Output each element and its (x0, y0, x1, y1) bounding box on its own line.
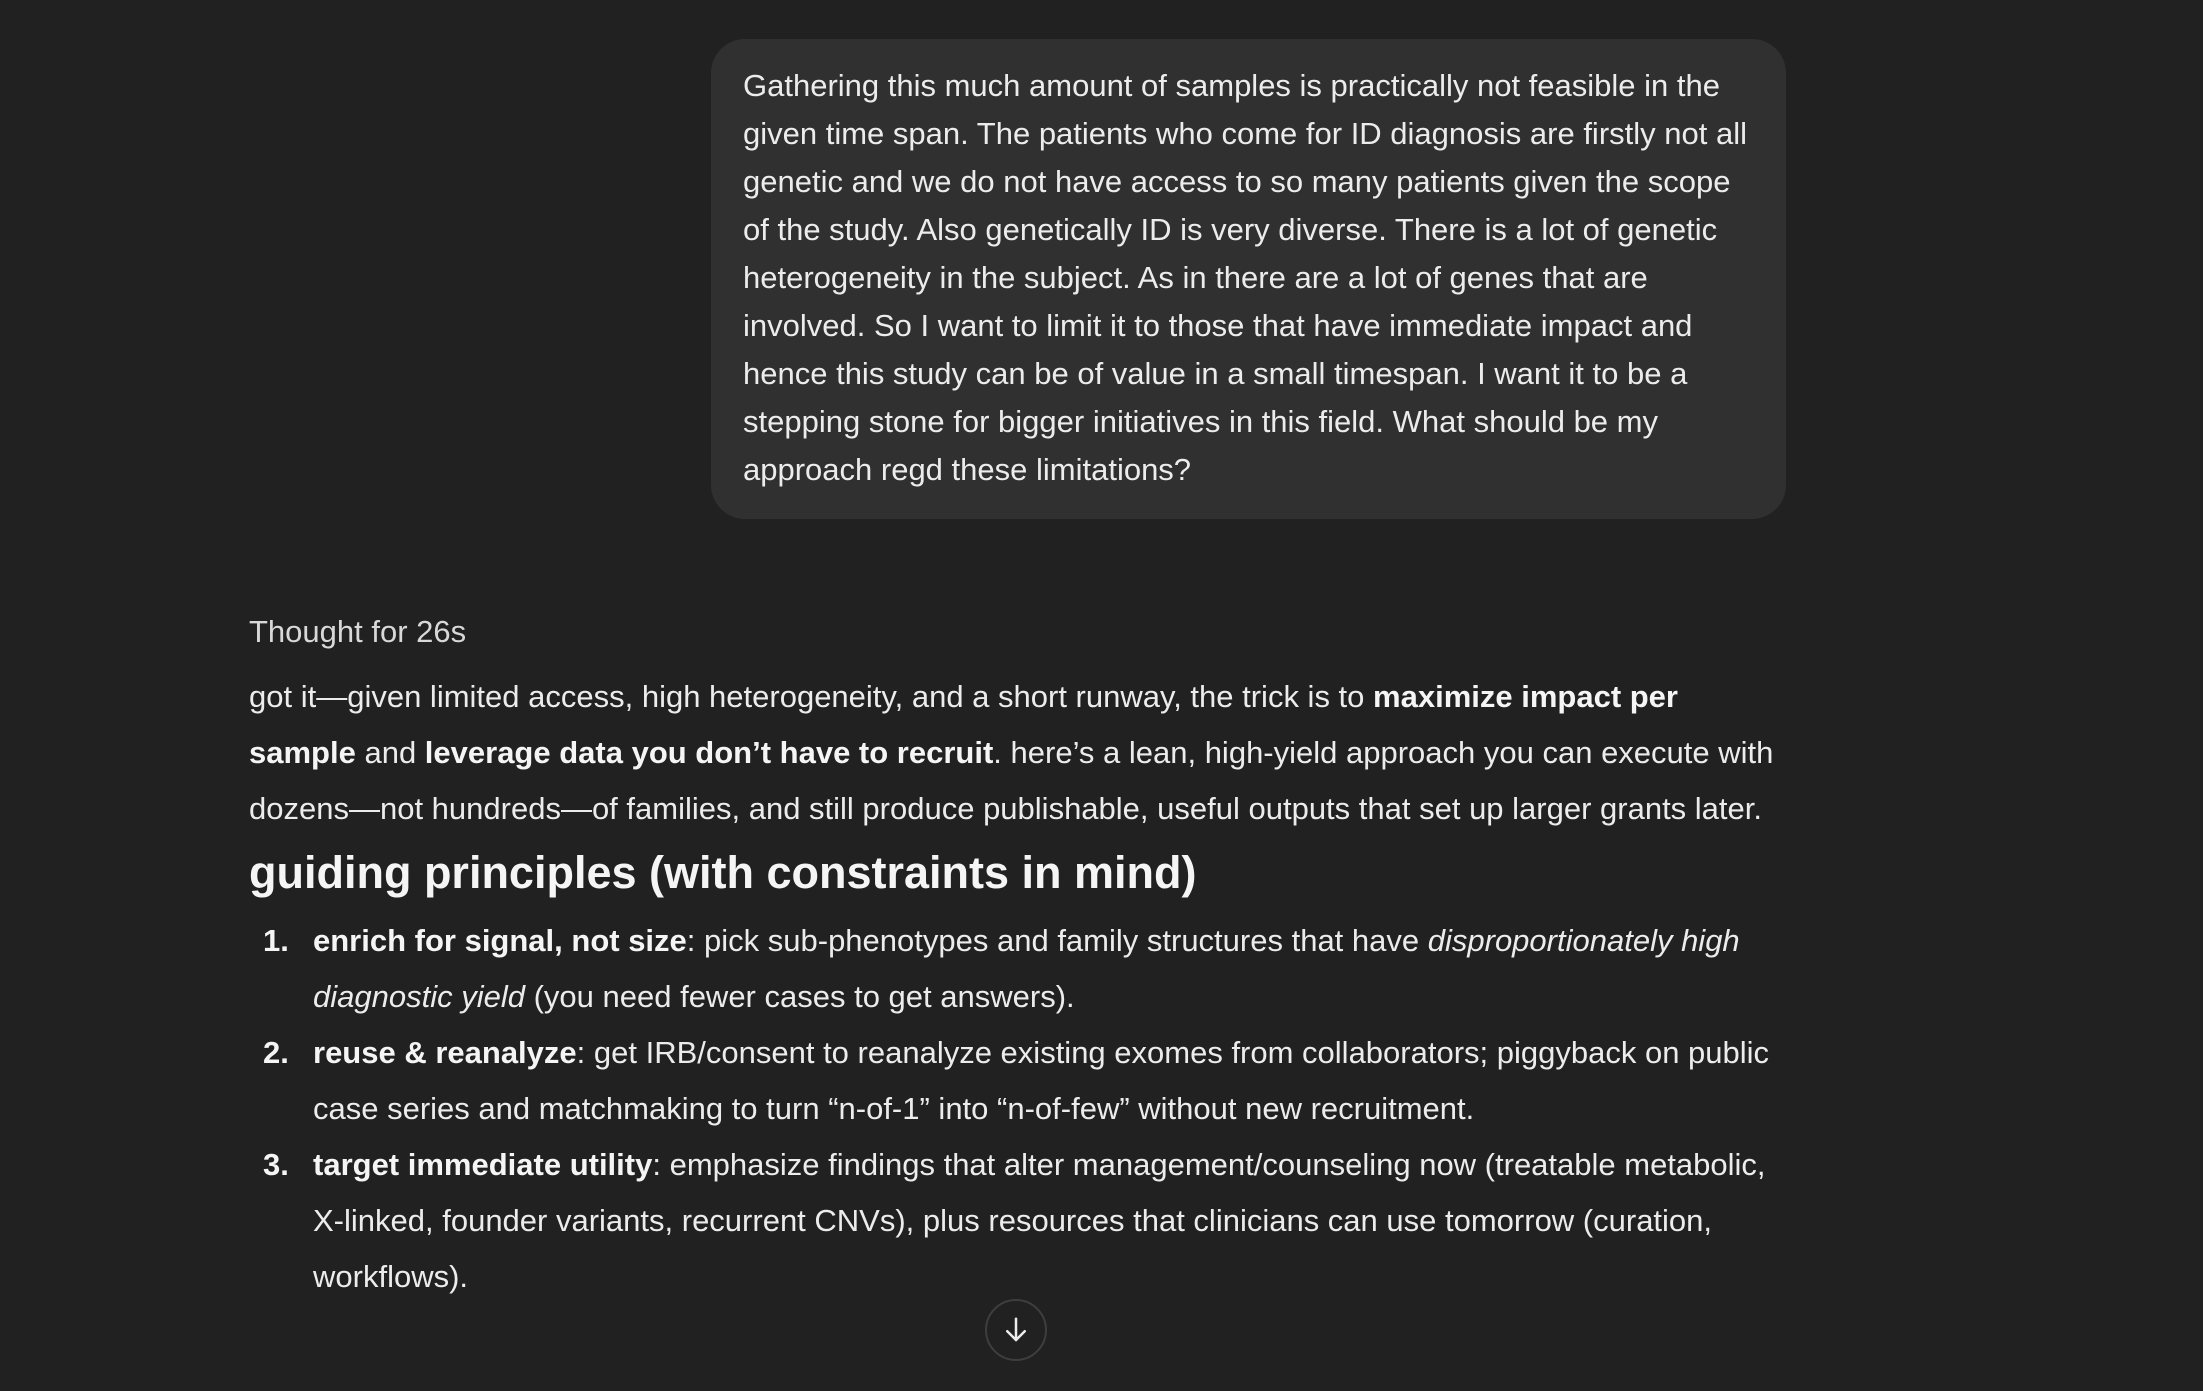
principle-title: reuse & reanalyze (313, 1035, 577, 1070)
list-number: 1. (263, 923, 289, 958)
thought-duration-toggle[interactable] (249, 608, 466, 656)
principles-list (249, 913, 1789, 1305)
principle-item (249, 1137, 1789, 1305)
list-number: 3. (263, 1147, 289, 1182)
principle-text: : pick sub-phenotypes and family structures that have (686, 923, 1428, 958)
intro-text: . here’s a lean, high-yield approach you can execute with dozens—not hundreds—of families, and still produce publishable, useful outputs that set up larger grants later. (249, 735, 1774, 826)
assistant-message (249, 669, 1789, 1305)
principle-item (249, 1025, 1789, 1137)
principle-emphasis: disproportionately high diagnostic yield (313, 923, 1740, 1014)
intro-bold-text: maximize impact per sample (249, 679, 1678, 770)
list-number: 2. (263, 1035, 289, 1070)
principle-text: (you need fewer cases to get answers). (524, 979, 1075, 1014)
thought-duration-label: Thought for 26s (249, 614, 467, 649)
principle-title: enrich for signal, not size (313, 923, 687, 958)
section-heading: guiding principles (with constraints in mind) (249, 847, 1197, 898)
principle-text: : get IRB/consent to reanalyze existing exomes from collaborators; piggyback on public case series and matchmaking to turn “n-of-1” into “n-of-few” without new recruitment. (313, 1035, 1770, 1126)
principle-text: : emphasize findings that alter management/counseling now (treatable metabolic, X-linked, founder variants, recurrent CNVs), plus resources that clinicians can use tomorrow (curation, workflows). (313, 1147, 1766, 1294)
intro-text: and (355, 735, 425, 770)
assistant-intro-paragraph (249, 669, 1789, 837)
arrow-down-icon (1001, 1315, 1031, 1345)
intro-text: got it—given limited access, high heterogeneity, and a short runway, the trick is to (249, 679, 1374, 714)
intro-bold-text: leverage data you don’t have to recruit (424, 735, 994, 770)
scroll-to-bottom-button[interactable] (985, 1299, 1047, 1361)
principle-title: target immediate utility (313, 1147, 653, 1182)
principle-item (249, 913, 1789, 1025)
user-message-bubble (711, 39, 1786, 519)
user-message-text: Gathering this much amount of samples is practically not feasible in the given time span. The patients who come for ID diagnosis are firstly not all genetic and we do not have access to so many patients given the scope of the study. Also genetically ID is very diverse. There is a lot of genetic heterogeneity in the subject. As in there are a lot of genes that are involved. So I want to limit it to those that have immediate impact and hence this study can be of value in a small timespan. I want it to be a stepping stone for bigger initiatives in this field. What should be my approach regd these limitations? (743, 68, 1747, 487)
